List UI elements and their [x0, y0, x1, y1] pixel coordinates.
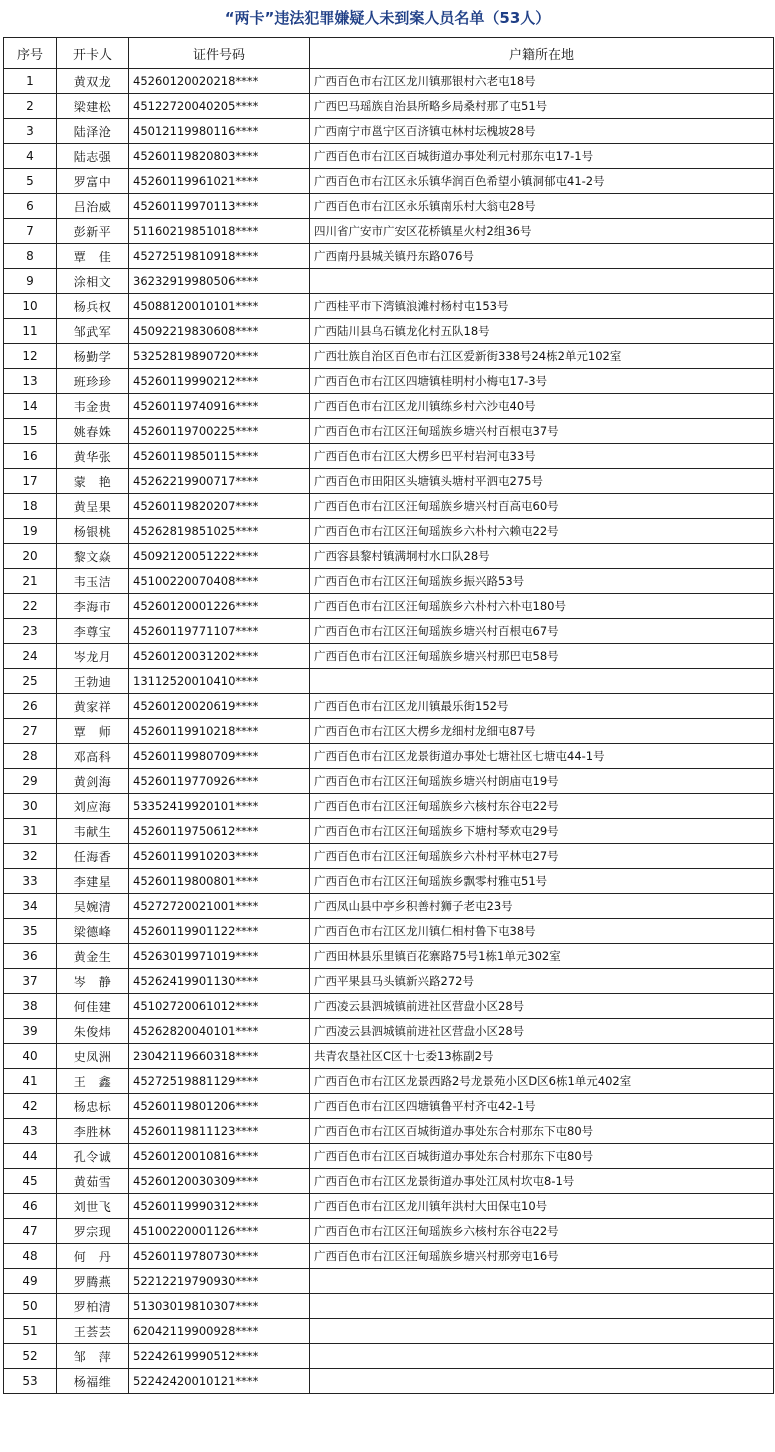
- address-cell: [310, 1269, 774, 1294]
- id-number-cell: 45260119980709****: [129, 744, 310, 769]
- table-row: [4, 444, 774, 469]
- card-holder-cell: 梁德峰: [57, 919, 129, 944]
- address-cell: 广西凤山县中亭乡积善村狮子老屯23号: [310, 894, 774, 919]
- serial-number-cell: 15: [4, 419, 57, 444]
- serial-number-cell: 39: [4, 1019, 57, 1044]
- address-cell: [310, 1294, 774, 1319]
- table-row: [4, 1269, 774, 1294]
- card-holder-cell: 黄华张: [57, 444, 129, 469]
- address-cell: 广西百色市右江区永乐镇华润百色希望小镇洞郁屯41-2号: [310, 169, 774, 194]
- card-holder-cell: 李尊宝: [57, 619, 129, 644]
- table-row: [4, 844, 774, 869]
- serial-number-cell: 36: [4, 944, 57, 969]
- id-number-cell: 45012119980116****: [129, 119, 310, 144]
- serial-number-cell: 26: [4, 694, 57, 719]
- table-row: [4, 969, 774, 994]
- table-row: [4, 1094, 774, 1119]
- address-cell: 广西百色市右江区汪甸瑶族乡六核村东谷屯22号: [310, 794, 774, 819]
- id-number-cell: 45260120031202****: [129, 644, 310, 669]
- card-holder-cell: 吕治威: [57, 194, 129, 219]
- id-number-cell: 45260119801206****: [129, 1094, 310, 1119]
- address-cell: [310, 1344, 774, 1369]
- serial-number-cell: 1: [4, 69, 57, 94]
- card-holder-cell: 刘世飞: [57, 1194, 129, 1219]
- serial-number-cell: 9: [4, 269, 57, 294]
- card-holder-cell: 岑龙月: [57, 644, 129, 669]
- table-row: [4, 1294, 774, 1319]
- card-holder-cell: 罗腾燕: [57, 1269, 129, 1294]
- document-title: “两卡”违法犯罪嫌疑人未到案人员名单（53人）: [224, 9, 551, 27]
- serial-number-cell: 16: [4, 444, 57, 469]
- address-cell: 广西百色市右江区龙景街道办事处江凤村坎屯8-1号: [310, 1169, 774, 1194]
- id-number-cell: 23042119660318****: [129, 1044, 310, 1069]
- id-number-cell: 45100220001126****: [129, 1219, 310, 1244]
- table-row: [4, 1369, 774, 1394]
- card-holder-cell: 李海市: [57, 594, 129, 619]
- card-holder-cell: 黄双龙: [57, 69, 129, 94]
- id-number-cell: 51303019810307****: [129, 1294, 310, 1319]
- id-number-cell: 45092120051222****: [129, 544, 310, 569]
- id-number-cell: 45272519881129****: [129, 1069, 310, 1094]
- address-cell: [310, 669, 774, 694]
- table-row: [4, 1344, 774, 1369]
- address-cell: 广西百色市右江区汪甸瑶族乡六朴村六赖屯22号: [310, 519, 774, 544]
- card-holder-cell: 李胜林: [57, 1119, 129, 1144]
- serial-number-cell: 11: [4, 319, 57, 344]
- id-number-cell: 53252819890720****: [129, 344, 310, 369]
- serial-number-cell: 25: [4, 669, 57, 694]
- address-cell: 广西百色市右江区龙川镇年洪村大田保屯10号: [310, 1194, 774, 1219]
- id-number-cell: 45272720021001****: [129, 894, 310, 919]
- table-row: [4, 669, 774, 694]
- table-row: [4, 1169, 774, 1194]
- serial-number-cell: 50: [4, 1294, 57, 1319]
- id-number-cell: 45102720061012****: [129, 994, 310, 1019]
- suspect-table: [3, 37, 774, 1394]
- id-number-cell: 45262820040101****: [129, 1019, 310, 1044]
- address-cell: 广西百色市右江区四塘镇鲁平村齐屯42-1号: [310, 1094, 774, 1119]
- address-cell: 广西南宁市邕宁区百济镇屯林村坛槐坡28号: [310, 119, 774, 144]
- table-row: [4, 794, 774, 819]
- id-number-cell: 45260119820207****: [129, 494, 310, 519]
- table-header-row: [4, 38, 774, 69]
- card-holder-cell: 梁建松: [57, 94, 129, 119]
- id-number-cell: 45122720040205****: [129, 94, 310, 119]
- id-number-cell: 45262419901130****: [129, 969, 310, 994]
- table-row: [4, 744, 774, 769]
- table-row: [4, 894, 774, 919]
- card-holder-cell: 韦金贵: [57, 394, 129, 419]
- serial-number-cell: 27: [4, 719, 57, 744]
- table-row: [4, 919, 774, 944]
- card-holder-cell: 岑 静: [57, 969, 129, 994]
- address-cell: 广西百色市右江区汪甸瑶族乡塘兴村朗庙屯19号: [310, 769, 774, 794]
- header-serial-number: 序号: [4, 38, 57, 69]
- header-id-number: 证件号码: [129, 38, 310, 69]
- card-holder-cell: 黄呈果: [57, 494, 129, 519]
- card-holder-cell: 覃 佳: [57, 244, 129, 269]
- id-number-cell: 45260119800801****: [129, 869, 310, 894]
- card-holder-cell: 班珍珍: [57, 369, 129, 394]
- card-holder-cell: 陆志强: [57, 144, 129, 169]
- table-row: [4, 169, 774, 194]
- serial-number-cell: 48: [4, 1244, 57, 1269]
- table-row: [4, 1019, 774, 1044]
- table-row: [4, 219, 774, 244]
- table-row: [4, 319, 774, 344]
- card-holder-cell: 何佳建: [57, 994, 129, 1019]
- id-number-cell: 45260119770926****: [129, 769, 310, 794]
- serial-number-cell: 53: [4, 1369, 57, 1394]
- address-cell: 广西陆川县乌石镇龙化村五队18号: [310, 319, 774, 344]
- serial-number-cell: 3: [4, 119, 57, 144]
- card-holder-cell: 姚春姝: [57, 419, 129, 444]
- address-cell: 共青农垦社区C区十七委13栋副2号: [310, 1044, 774, 1069]
- serial-number-cell: 35: [4, 919, 57, 944]
- card-holder-cell: 杨兵权: [57, 294, 129, 319]
- serial-number-cell: 10: [4, 294, 57, 319]
- table-row: [4, 244, 774, 269]
- table-row: [4, 494, 774, 519]
- address-cell: 广西百色市右江区百城街道办事处利元村那东屯17-1号: [310, 144, 774, 169]
- table-row: [4, 69, 774, 94]
- id-number-cell: 45260120020619****: [129, 694, 310, 719]
- id-number-cell: 45260119750612****: [129, 819, 310, 844]
- header-card-holder: 开卡人: [57, 38, 129, 69]
- card-holder-cell: 涂相文: [57, 269, 129, 294]
- card-holder-cell: 王 鑫: [57, 1069, 129, 1094]
- table-row: [4, 719, 774, 744]
- card-holder-cell: 杨勤学: [57, 344, 129, 369]
- serial-number-cell: 34: [4, 894, 57, 919]
- card-holder-cell: 李建星: [57, 869, 129, 894]
- serial-number-cell: 52: [4, 1344, 57, 1369]
- table-row: [4, 869, 774, 894]
- table-row: [4, 569, 774, 594]
- card-holder-cell: 黎文焱: [57, 544, 129, 569]
- id-number-cell: 45262219900717****: [129, 469, 310, 494]
- serial-number-cell: 31: [4, 819, 57, 844]
- address-cell: 广西百色市右江区汪甸瑶族乡飘零村雅屯51号: [310, 869, 774, 894]
- id-number-cell: 45260119700225****: [129, 419, 310, 444]
- table-row: [4, 594, 774, 619]
- serial-number-cell: 38: [4, 994, 57, 1019]
- table-row: [4, 119, 774, 144]
- serial-number-cell: 37: [4, 969, 57, 994]
- card-holder-cell: 罗柏清: [57, 1294, 129, 1319]
- address-cell: 广西凌云县泗城镇前进社区营盘小区28号: [310, 1019, 774, 1044]
- table-row: [4, 619, 774, 644]
- address-cell: 广西百色市右江区四塘镇桂明村小梅屯17-3号: [310, 369, 774, 394]
- table-row: [4, 819, 774, 844]
- table-row: [4, 994, 774, 1019]
- table-row: [4, 394, 774, 419]
- table-row: [4, 1119, 774, 1144]
- id-number-cell: 45260119970113****: [129, 194, 310, 219]
- card-holder-cell: 黄金生: [57, 944, 129, 969]
- card-holder-cell: 邹 萍: [57, 1344, 129, 1369]
- table-body: [4, 69, 774, 1394]
- address-cell: 广西百色市右江区汪甸瑶族乡塘兴村那旁屯16号: [310, 1244, 774, 1269]
- serial-number-cell: 42: [4, 1094, 57, 1119]
- id-number-cell: 45100220070408****: [129, 569, 310, 594]
- serial-number-cell: 24: [4, 644, 57, 669]
- card-holder-cell: 王勃迪: [57, 669, 129, 694]
- card-holder-cell: 吴婉清: [57, 894, 129, 919]
- table-row: [4, 469, 774, 494]
- card-holder-cell: 邹武军: [57, 319, 129, 344]
- table-row: [4, 1069, 774, 1094]
- card-holder-cell: 罗富中: [57, 169, 129, 194]
- id-number-cell: 36232919980506****: [129, 269, 310, 294]
- id-number-cell: 45260119780730****: [129, 1244, 310, 1269]
- address-cell: 广西百色市右江区汪甸瑶族乡六朴村平林屯27号: [310, 844, 774, 869]
- table-row: [4, 369, 774, 394]
- id-number-cell: 45260120010816****: [129, 1144, 310, 1169]
- id-number-cell: 45260119901122****: [129, 919, 310, 944]
- serial-number-cell: 47: [4, 1219, 57, 1244]
- address-cell: 广西田林县乐里镇百花寨路75号1栋1单元302室: [310, 944, 774, 969]
- address-cell: 广西壮族自治区百色市右江区爱新街338号24栋2单元102室: [310, 344, 774, 369]
- serial-number-cell: 4: [4, 144, 57, 169]
- id-number-cell: 45260119961021****: [129, 169, 310, 194]
- id-number-cell: 45260119990312****: [129, 1194, 310, 1219]
- card-holder-cell: 黄茹雪: [57, 1169, 129, 1194]
- id-number-cell: 62042119900928****: [129, 1319, 310, 1344]
- serial-number-cell: 51: [4, 1319, 57, 1344]
- card-holder-cell: 杨忠标: [57, 1094, 129, 1119]
- serial-number-cell: 32: [4, 844, 57, 869]
- serial-number-cell: 49: [4, 1269, 57, 1294]
- serial-number-cell: 46: [4, 1194, 57, 1219]
- address-cell: 广西百色市右江区百城街道办事处东合村那东下屯80号: [310, 1144, 774, 1169]
- table-row: [4, 769, 774, 794]
- card-holder-cell: 杨银桃: [57, 519, 129, 544]
- address-cell: [310, 1319, 774, 1344]
- id-number-cell: 45260119771107****: [129, 619, 310, 644]
- id-number-cell: 45263019971019****: [129, 944, 310, 969]
- id-number-cell: 45260120020218****: [129, 69, 310, 94]
- serial-number-cell: 17: [4, 469, 57, 494]
- id-number-cell: 52242619990512****: [129, 1344, 310, 1369]
- header-household-address: 户籍所在地: [310, 38, 774, 69]
- address-cell: 广西百色市右江区汪甸瑶族乡塘兴村百高屯60号: [310, 494, 774, 519]
- table-row: [4, 519, 774, 544]
- card-holder-cell: 覃 师: [57, 719, 129, 744]
- card-holder-cell: 罗宗现: [57, 1219, 129, 1244]
- table-row: [4, 294, 774, 319]
- id-number-cell: 51160219851018****: [129, 219, 310, 244]
- card-holder-cell: 陆泽沧: [57, 119, 129, 144]
- serial-number-cell: 5: [4, 169, 57, 194]
- serial-number-cell: 8: [4, 244, 57, 269]
- table-row: [4, 1044, 774, 1069]
- table-row: [4, 1194, 774, 1219]
- serial-number-cell: 21: [4, 569, 57, 594]
- card-holder-cell: 邓高科: [57, 744, 129, 769]
- card-holder-cell: 史凤洲: [57, 1044, 129, 1069]
- table-row: [4, 644, 774, 669]
- table-row: [4, 94, 774, 119]
- address-cell: 广西百色市右江区百城街道办事处东合村那东下屯80号: [310, 1119, 774, 1144]
- card-holder-cell: 黄剑海: [57, 769, 129, 794]
- serial-number-cell: 43: [4, 1119, 57, 1144]
- serial-number-cell: 28: [4, 744, 57, 769]
- address-cell: 广西百色市田阳区头塘镇头塘村平泗屯275号: [310, 469, 774, 494]
- serial-number-cell: 12: [4, 344, 57, 369]
- id-number-cell: 13112520010410****: [129, 669, 310, 694]
- id-number-cell: 45088120010101****: [129, 294, 310, 319]
- card-holder-cell: 何 丹: [57, 1244, 129, 1269]
- serial-number-cell: 23: [4, 619, 57, 644]
- address-cell: 广西平果县马头镇新兴路272号: [310, 969, 774, 994]
- serial-number-cell: 7: [4, 219, 57, 244]
- serial-number-cell: 44: [4, 1144, 57, 1169]
- table-row: [4, 269, 774, 294]
- id-number-cell: 45260120001226****: [129, 594, 310, 619]
- address-cell: 广西百色市右江区龙川镇仁相村鲁下屯38号: [310, 919, 774, 944]
- id-number-cell: 52242420010121****: [129, 1369, 310, 1394]
- table-row: [4, 944, 774, 969]
- table-row: [4, 1144, 774, 1169]
- address-cell: 广西百色市右江区龙景街道办事处七塘社区七塘屯44-1号: [310, 744, 774, 769]
- address-cell: 广西百色市右江区龙川镇最乐街152号: [310, 694, 774, 719]
- serial-number-cell: 45: [4, 1169, 57, 1194]
- id-number-cell: 45262819851025****: [129, 519, 310, 544]
- table-row: [4, 194, 774, 219]
- serial-number-cell: 22: [4, 594, 57, 619]
- serial-number-cell: 40: [4, 1044, 57, 1069]
- id-number-cell: 45260119990212****: [129, 369, 310, 394]
- address-cell: 广西百色市右江区大楞乡龙细村龙细屯87号: [310, 719, 774, 744]
- table-row: [4, 1319, 774, 1344]
- serial-number-cell: 29: [4, 769, 57, 794]
- card-holder-cell: 杨福维: [57, 1369, 129, 1394]
- serial-number-cell: 30: [4, 794, 57, 819]
- address-cell: 广西百色市右江区龙景西路2号龙景苑小区D区6栋1单元402室: [310, 1069, 774, 1094]
- card-holder-cell: 孔令诚: [57, 1144, 129, 1169]
- card-holder-cell: 韦玉洁: [57, 569, 129, 594]
- address-cell: 广西百色市右江区汪甸瑶族乡六核村东谷屯22号: [310, 1219, 774, 1244]
- serial-number-cell: 41: [4, 1069, 57, 1094]
- card-holder-cell: 任海香: [57, 844, 129, 869]
- id-number-cell: 45260119811123****: [129, 1119, 310, 1144]
- address-cell: 广西百色市右江区汪甸瑶族乡塘兴村那巴屯58号: [310, 644, 774, 669]
- address-cell: 广西桂平市下湾镇浪滩村杨村屯153号: [310, 294, 774, 319]
- serial-number-cell: 19: [4, 519, 57, 544]
- card-holder-cell: 王荟芸: [57, 1319, 129, 1344]
- card-holder-cell: 黄家祥: [57, 694, 129, 719]
- address-cell: 广西南丹县城关镇丹东路076号: [310, 244, 774, 269]
- address-cell: 广西百色市右江区大楞乡巴平村岩河屯33号: [310, 444, 774, 469]
- id-number-cell: 45260119740916****: [129, 394, 310, 419]
- id-number-cell: 45260120030309****: [129, 1169, 310, 1194]
- address-cell: 四川省广安市广安区花桥镇星火村2组36号: [310, 219, 774, 244]
- serial-number-cell: 33: [4, 869, 57, 894]
- id-number-cell: 45272519810918****: [129, 244, 310, 269]
- address-cell: 广西百色市右江区永乐镇南乐村大翁屯28号: [310, 194, 774, 219]
- id-number-cell: 45260119850115****: [129, 444, 310, 469]
- table-row: [4, 1244, 774, 1269]
- address-cell: [310, 269, 774, 294]
- id-number-cell: 45092219830608****: [129, 319, 310, 344]
- address-cell: [310, 1369, 774, 1394]
- address-cell: 广西百色市右江区汪甸瑶族乡六朴村六朴屯180号: [310, 594, 774, 619]
- table-row: [4, 419, 774, 444]
- address-cell: 广西百色市右江区龙川镇练乡村六沙屯40号: [310, 394, 774, 419]
- serial-number-cell: 13: [4, 369, 57, 394]
- id-number-cell: 45260119910218****: [129, 719, 310, 744]
- id-number-cell: 45260119820803****: [129, 144, 310, 169]
- address-cell: 广西容县黎村镇满垌村水口队28号: [310, 544, 774, 569]
- card-holder-cell: 刘应海: [57, 794, 129, 819]
- card-holder-cell: 朱俊炜: [57, 1019, 129, 1044]
- address-cell: 广西百色市右江区龙川镇那银村六老屯18号: [310, 69, 774, 94]
- card-holder-cell: 彭新平: [57, 219, 129, 244]
- address-cell: 广西百色市右江区汪甸瑶族乡振兴路53号: [310, 569, 774, 594]
- table-row: [4, 344, 774, 369]
- table-row: [4, 144, 774, 169]
- serial-number-cell: 14: [4, 394, 57, 419]
- table-row: [4, 1219, 774, 1244]
- card-holder-cell: 韦献生: [57, 819, 129, 844]
- id-number-cell: 45260119910203****: [129, 844, 310, 869]
- id-number-cell: 53352419920101****: [129, 794, 310, 819]
- address-cell: 广西百色市右江区汪甸瑶族乡塘兴村百根屯67号: [310, 619, 774, 644]
- table-row: [4, 694, 774, 719]
- address-cell: 广西凌云县泗城镇前进社区营盘小区28号: [310, 994, 774, 1019]
- address-cell: 广西巴马瑶族自治县所略乡局桑村那了屯51号: [310, 94, 774, 119]
- id-number-cell: 52212219790930****: [129, 1269, 310, 1294]
- serial-number-cell: 2: [4, 94, 57, 119]
- card-holder-cell: 蒙 艳: [57, 469, 129, 494]
- serial-number-cell: 20: [4, 544, 57, 569]
- address-cell: 广西百色市右江区汪甸瑶族乡下塘村琴欢屯29号: [310, 819, 774, 844]
- table-row: [4, 544, 774, 569]
- serial-number-cell: 6: [4, 194, 57, 219]
- address-cell: 广西百色市右江区汪甸瑶族乡塘兴村百根屯37号: [310, 419, 774, 444]
- serial-number-cell: 18: [4, 494, 57, 519]
